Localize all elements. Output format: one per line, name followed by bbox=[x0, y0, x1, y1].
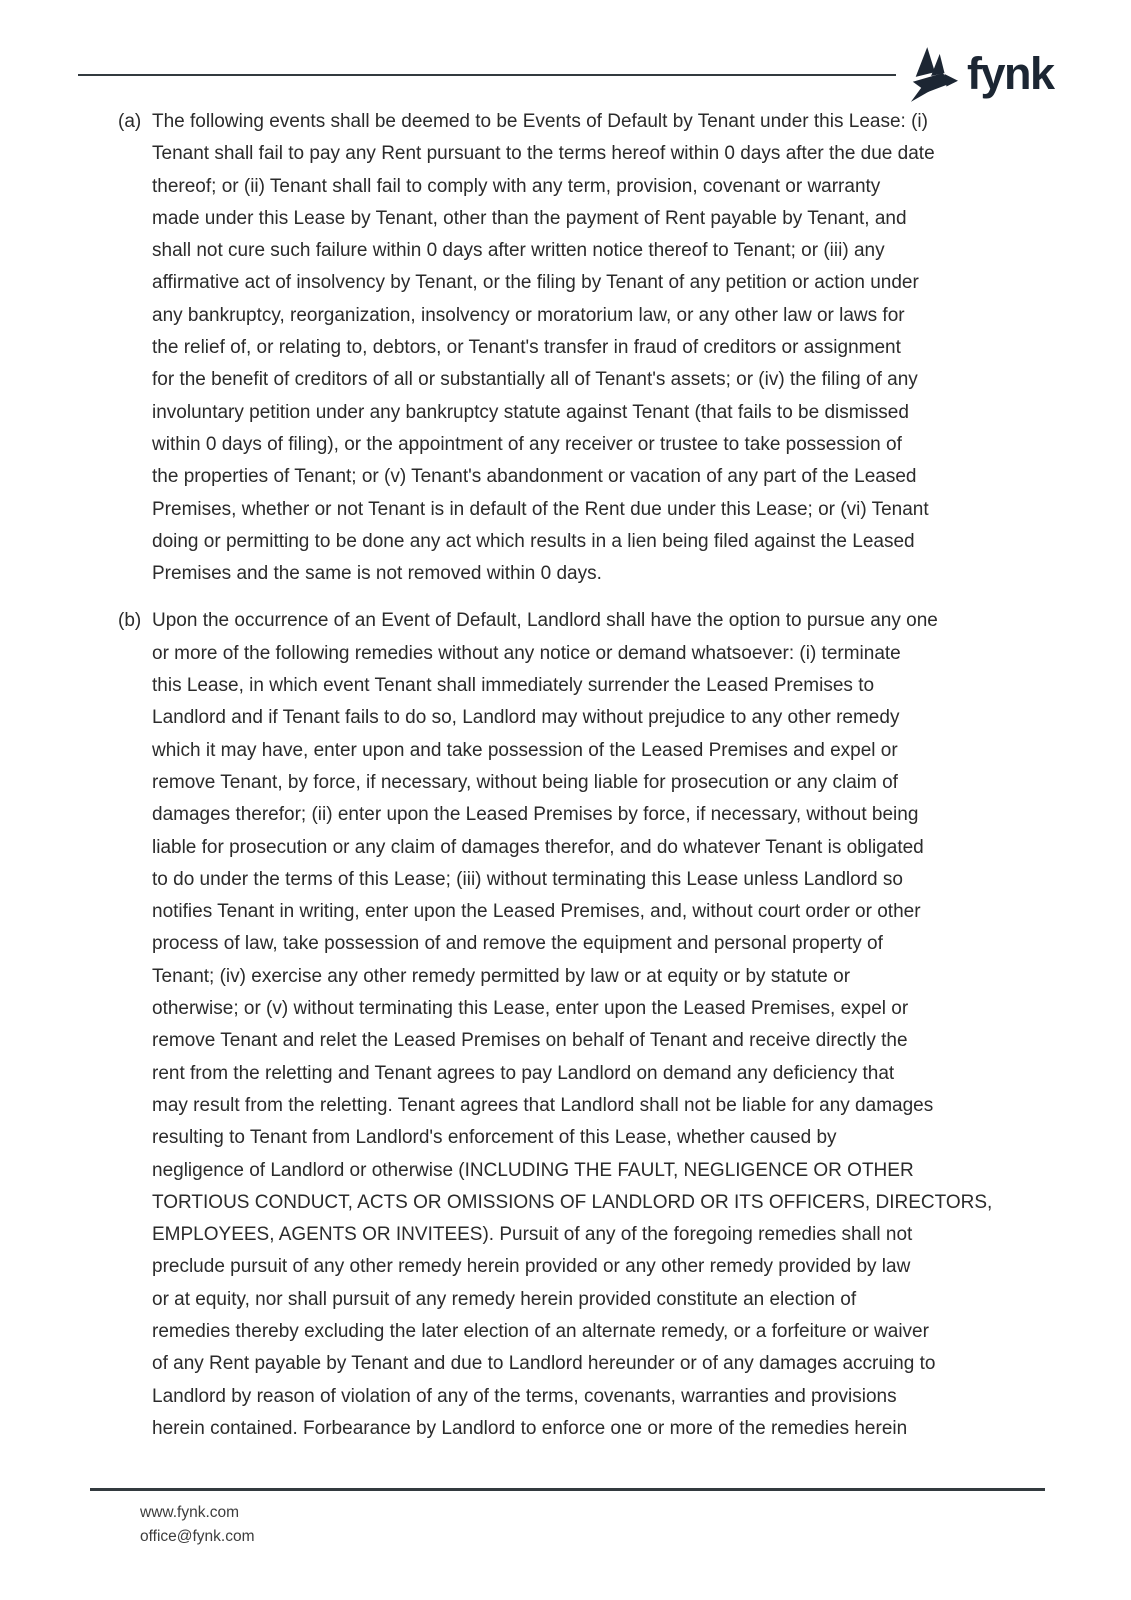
text-line: Tenant shall fail to pay any Rent pursuant to the terms hereof within 0 days after the due date bbox=[152, 143, 935, 165]
text-line: remove Tenant, by force, if necessary, without being liable for prosecution or any claim of bbox=[152, 771, 898, 793]
paragraph-b bbox=[118, 605, 1058, 1445]
text-line: which it may have, enter upon and take possession of the Leased Premises and expel or bbox=[152, 739, 898, 761]
text-line: remove Tenant and relet the Leased Premises on behalf of Tenant and receive directly the bbox=[152, 1030, 908, 1052]
text-line: liable for prosecution or any claim of damages therefor, and do whatever Tenant is obligated bbox=[152, 836, 924, 858]
text-line: Landlord and if Tenant fails to do so, Landlord may without prejudice to any other remedy bbox=[152, 707, 900, 729]
list-marker-b: (b) bbox=[118, 610, 142, 632]
text-line: the relief of, or relating to, debtors, or Tenant's transfer in fraud of creditors or assignment bbox=[152, 337, 901, 359]
text-line: within 0 days of filing), or the appointment of any receiver or trustee to take possession of bbox=[152, 433, 902, 455]
list-marker-a: (a) bbox=[118, 111, 142, 132]
page-footer bbox=[140, 1501, 255, 1548]
text-line: of any Rent payable by Tenant and due to Landlord hereunder or of any damages accruing to bbox=[152, 1353, 936, 1375]
text-line: or more of the following remedies without any notice or demand whatsoever: (i) terminate bbox=[152, 642, 901, 664]
footer-divider bbox=[90, 1488, 1045, 1491]
text-line: The following events shall be deemed to be Events of Default by Tenant under this Lease: (i) bbox=[152, 111, 928, 132]
text-line: damages therefor; (ii) enter upon the Leased Premises by force, if necessary, without being bbox=[152, 804, 919, 826]
origami-bird-icon bbox=[908, 46, 958, 104]
text-line: process of law, take possession of and remove the equipment and personal property of bbox=[152, 933, 883, 955]
text-line: doing or permitting to be done any act which results in a lien being filed against the Leased bbox=[152, 530, 915, 552]
text-line: Upon the occurrence of an Event of Default, Landlord shall have the option to pursue any one bbox=[152, 610, 938, 632]
text-line: resulting to Tenant from Landlord's enforcement of this Lease, whether caused by bbox=[152, 1127, 837, 1149]
text-line: rent from the reletting and Tenant agrees to pay Landlord on demand any deficiency that bbox=[152, 1062, 895, 1084]
footer-website: www.fynk.com bbox=[140, 1504, 240, 1521]
text-line: Tenant; (iv) exercise any other remedy permitted by law or at equity or by statute or bbox=[152, 965, 851, 987]
paragraph-a-lines bbox=[152, 106, 1058, 590]
text-line: made under this Lease by Tenant, other than the payment of Rent payable by Tenant, and bbox=[152, 207, 907, 229]
text-line: affirmative act of insolvency by Tenant, or the filing by Tenant of any petition or action under bbox=[152, 272, 919, 294]
text-line: herein contained. Forbearance by Landlord to enforce one or more of the remedies herein bbox=[152, 1417, 908, 1439]
paragraph-b-lines bbox=[152, 605, 1058, 1445]
text-line: notifies Tenant in writing, enter upon the Leased Premises, and, without court order or other bbox=[152, 901, 921, 923]
header-divider bbox=[78, 74, 896, 76]
text-line: for the benefit of creditors of all or substantially all of Tenant's assets; or (iv) the filing of any bbox=[152, 369, 918, 391]
text-line: negligence of Landlord or otherwise (INCLUDING THE FAULT, NEGLIGENCE OR OTHER bbox=[152, 1159, 914, 1181]
text-line: EMPLOYEES, AGENTS OR INVITEES). Pursuit of any of the foregoing remedies shall not bbox=[152, 1224, 913, 1246]
text-line: the properties of Tenant; or (v) Tenant's abandonment or vacation of any part of the Leased bbox=[152, 466, 917, 488]
text-line: this Lease, in which event Tenant shall immediately surrender the Leased Premises to bbox=[152, 675, 875, 697]
text-line: preclude pursuit of any other remedy herein provided or any other remedy provided by law bbox=[152, 1256, 911, 1278]
fynk-logo bbox=[908, 46, 1054, 104]
text-line: thereof; or (ii) Tenant shall fail to comply with any term, provision, covenant or warranty bbox=[152, 175, 881, 197]
text-line: otherwise; or (v) without terminating this Lease, enter upon the Leased Premises, expel or bbox=[152, 998, 909, 1020]
footer-email: office@fynk.com bbox=[140, 1527, 255, 1545]
logo-wordmark: fynk bbox=[967, 48, 1054, 99]
text-line: remedies thereby excluding the later election of an alternate remedy, or a forfeiture or waiver bbox=[152, 1320, 929, 1342]
text-line: may result from the reletting. Tenant agrees that Landlord shall not be liable for any damages bbox=[152, 1094, 934, 1116]
text-line: Premises, whether or not Tenant is in default of the Rent due under this Lease; or (vi) Tenant bbox=[152, 498, 929, 520]
text-line: to do under the terms of this Lease; (iii) without terminating this Lease unless Landlord so bbox=[152, 868, 903, 890]
text-line: shall not cure such failure within 0 days after written notice thereof to Tenant; or (iii) any bbox=[152, 240, 885, 262]
text-line: any bankruptcy, reorganization, insolvency or moratorium law, or any other law or laws for bbox=[152, 304, 905, 326]
text-line: involuntary petition under any bankruptcy statute against Tenant (that fails to be dismissed bbox=[152, 401, 909, 423]
text-line: TORTIOUS CONDUCT, ACTS OR OMISSIONS OF LANDLORD OR ITS OFFICERS, DIRECTORS, bbox=[152, 1191, 993, 1213]
text-line: Premises and the same is not removed within 0 days. bbox=[152, 563, 602, 585]
text-line: or at equity, nor shall pursuit of any remedy herein provided constitute an election of bbox=[152, 1288, 857, 1310]
text-line: Landlord by reason of violation of any of the terms, covenants, warranties and provisions bbox=[152, 1385, 897, 1407]
paragraph-a bbox=[118, 106, 1058, 590]
document-body bbox=[118, 106, 1058, 1445]
